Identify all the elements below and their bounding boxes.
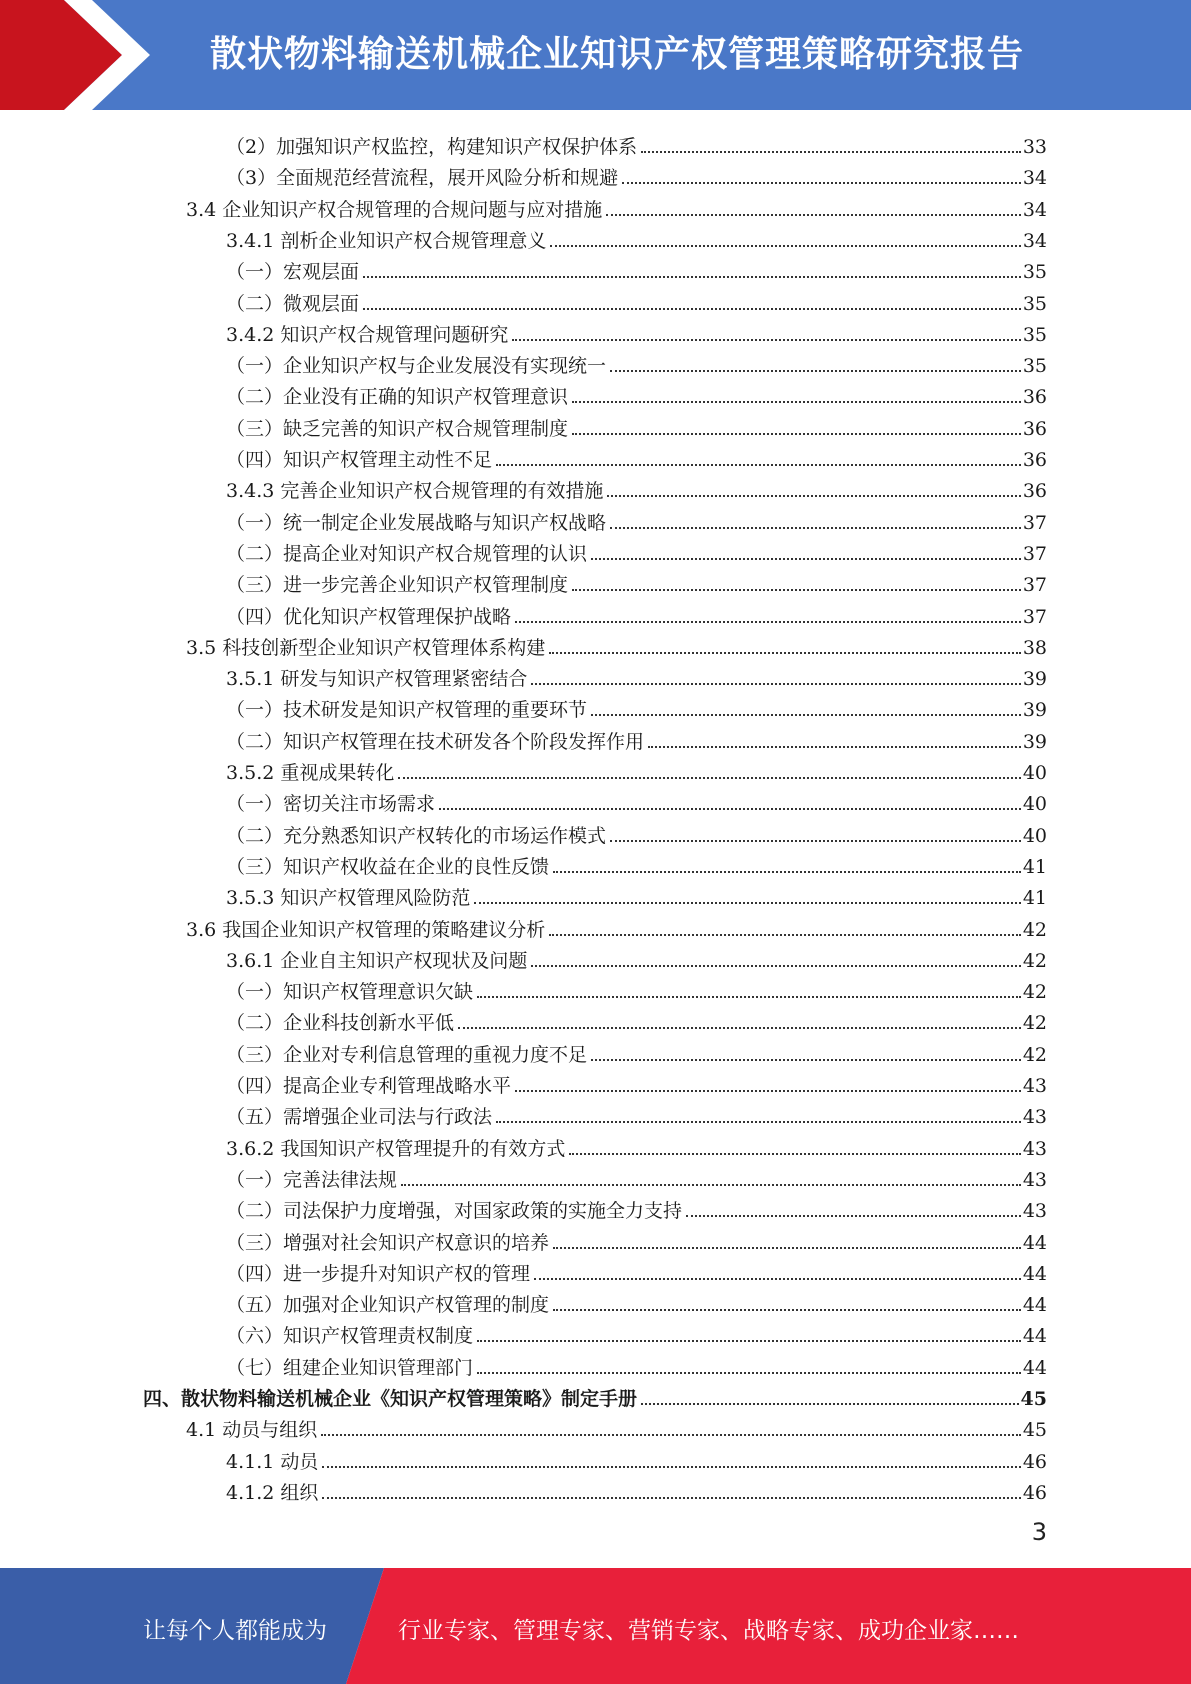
toc-entry-title: （一）完善法律法规 [226,1168,398,1191]
toc-entry[interactable] [226,1317,1047,1348]
toc-entry-page: 45 [1020,1388,1047,1410]
toc-leader-dots [398,777,1020,779]
toc-entry-title: （三）缺乏完善的知识产权合规管理制度 [226,417,569,440]
toc-entry-title: （三）进一步完善企业知识产权管理制度 [226,574,569,597]
toc-entry[interactable] [226,504,1047,535]
toc-entry-page: 44 [1022,1356,1047,1379]
toc-entry-page: 41 [1022,887,1047,910]
toc-entry-title: （二）提高企业对知识产权合规管理的认识 [226,542,588,565]
toc-entry-title: 3.5 科技创新型企业知识产权管理体系构建 [186,636,546,659]
toc-entry[interactable] [226,1255,1047,1286]
toc-entry[interactable] [226,1130,1047,1161]
toc-entry[interactable] [186,1411,1047,1442]
toc-entry-page: 42 [1022,918,1047,941]
toc-entry[interactable] [226,472,1047,503]
toc-entry-page: 34 [1022,229,1047,252]
toc-entry[interactable] [226,1474,1047,1505]
toc-entry-title: （二）充分熟悉知识产权转化的市场运作模式 [226,824,607,847]
toc-entry-title: 四、散状物料输送机械企业《知识产权管理策略》制定手册 [143,1388,638,1410]
toc-leader-dots [515,1090,1021,1092]
toc-entry-title: （一）统一制定企业发展战略与知识产权战略 [226,511,607,534]
toc-entry[interactable] [226,723,1047,754]
toc-entry-page: 42 [1022,981,1047,1004]
toc-leader-dots [477,1372,1021,1374]
toc-entry[interactable] [226,316,1047,347]
toc-entry[interactable] [186,911,1047,942]
toc-leader-dots [549,934,1021,936]
toc-leader-dots [363,308,1021,310]
toc-entry[interactable] [226,1098,1047,1129]
toc-entry-title: （七）组建企业知识管理部门 [226,1356,474,1379]
toc-leader-dots [591,1059,1021,1061]
toc-entry-title: 3.4.3 完善企业知识产权合规管理的有效措施 [226,480,604,503]
toc-entry-page: 43 [1022,1075,1047,1097]
toc-entry-title: （四）进一步提升对知识产权的管理 [226,1262,531,1285]
toc-leader-dots [606,214,1021,216]
toc-entry[interactable] [226,1443,1047,1474]
toc-leader-dots [322,1497,1020,1499]
toc-entry[interactable] [226,253,1047,284]
toc-leader-dots [572,589,1021,591]
toc-leader-dots [553,871,1021,873]
toc-entry-title: （一）技术研发是知识产权管理的重要环节 [226,699,588,722]
toc-leader-dots [515,621,1021,623]
toc-entry-title: 4.1.1 动员 [226,1450,319,1473]
toc-leader-dots [496,1121,1021,1123]
toc-entry-page: 37 [1022,605,1047,628]
toc-leader-dots [534,1278,1021,1280]
toc-entry-page: 40 [1022,762,1047,784]
toc-entry-page: 44 [1022,1262,1047,1285]
toc-leader-dots [591,714,1021,716]
toc-leader-dots [531,683,1020,685]
toc-entry-page: 39 [1022,730,1047,753]
footer-roles: 行业专家、管理专家、营销专家、战略专家、成功企业家…… [398,1618,1019,1644]
toc-entry-page: 40 [1022,824,1047,847]
toc-entry-title: （六）知识产权管理责权制度 [226,1325,474,1348]
toc-entry-page: 44 [1022,1294,1047,1317]
toc-entry[interactable] [226,598,1047,629]
toc-entry-title: （三）知识产权收益在企业的良性反馈 [226,855,550,878]
toc-leader-dots [569,1153,1020,1155]
toc-entry[interactable] [226,1349,1047,1380]
toc-leader-dots [363,276,1021,278]
toc-entry-title: （二）知识产权管理在技术研发各个阶段发挥作用 [226,730,645,753]
toc-entry[interactable] [226,1192,1047,1223]
toc-entry-page: 38 [1022,636,1047,659]
toc-leader-dots [321,1434,1021,1436]
toc-entry-page: 45 [1022,1419,1047,1442]
toc-entry[interactable] [226,973,1047,1004]
toc-entry-title: （2）加强知识产权监控，构建知识产权保护体系 [226,136,638,158]
toc-entry-page: 37 [1022,542,1047,565]
toc-entry-title: 3.6.1 企业自主知识产权现状及问题 [226,949,528,972]
toc-entry-title: 3.5.1 研发与知识产权管理紧密结合 [226,668,528,691]
toc-entry-title: 3.4.1 剖析企业知识产权合规管理意义 [226,229,547,252]
toc-entry-page: 39 [1022,699,1047,722]
toc-entry-page: 37 [1022,511,1047,534]
toc-entry[interactable] [226,410,1047,441]
toc-entry-page: 42 [1022,1012,1047,1035]
toc-entry-page: 34 [1022,198,1047,221]
toc-leader-dots [474,902,1020,904]
toc-entry-page: 41 [1022,855,1047,878]
toc-entry[interactable] [226,691,1047,722]
toc-entry-page: 36 [1022,480,1047,503]
toc-entry[interactable] [186,629,1047,660]
toc-entry[interactable] [226,1004,1047,1035]
toc-entry[interactable] [226,1036,1047,1067]
toc-leader-dots [553,1247,1021,1249]
toc-entry-page: 35 [1022,261,1047,284]
toc-entry-page: 33 [1022,136,1047,158]
toc-entry[interactable] [226,378,1047,409]
toc-entry-page: 43 [1022,1106,1047,1129]
toc-entry-page: 36 [1022,386,1047,409]
toc-entry[interactable] [186,191,1047,222]
toc-entry[interactable] [226,535,1047,566]
footer-slogan: 让每个人都能成为 [143,1618,327,1644]
toc-entry[interactable] [226,785,1047,816]
toc-leader-dots [641,151,1021,153]
page-number: 3 [1031,1518,1047,1546]
toc-entry-title: 4.1 动员与组织 [186,1419,318,1442]
toc-leader-dots [496,464,1021,466]
toc-entry[interactable] [226,817,1047,848]
toc-leader-dots [553,1309,1021,1311]
toc-entry[interactable] [226,159,1047,190]
toc-entry-page: 35 [1022,292,1047,315]
toc-entry-page: 43 [1022,1200,1047,1223]
toc-entry-page: 35 [1022,355,1047,378]
toc-leader-dots [610,527,1021,529]
toc-entry-page: 44 [1022,1231,1047,1254]
toc-leader-dots [401,1184,1021,1186]
toc-leader-dots [648,746,1021,748]
toc-entry[interactable] [226,1286,1047,1317]
toc-leader-dots [641,1403,1019,1405]
toc-entry-title: 3.5.2 重视成果转化 [226,762,395,784]
toc-leader-dots [591,558,1021,560]
toc-leader-dots [477,996,1021,998]
toc-leader-dots [610,840,1021,842]
toc-entry[interactable] [226,441,1047,472]
toc-leader-dots [549,652,1021,654]
toc-entry[interactable] [226,1067,1047,1098]
toc-entry-title: （二）微观层面 [226,292,360,315]
toc-entry-title: 3.4.2 知识产权合规管理问题研究 [226,323,509,346]
toc-entry-title: （三）增强对社会知识产权意识的培养 [226,1231,550,1254]
toc-leader-dots [572,433,1021,435]
toc-entry-page: 43 [1022,1137,1047,1160]
toc-entry-title: （二）企业没有正确的知识产权管理意识 [226,386,569,409]
toc-leader-dots [531,965,1020,967]
toc-entry[interactable] [226,660,1047,691]
toc-entry[interactable] [226,754,1047,785]
toc-leader-dots [572,401,1021,403]
toc-entry-page: 40 [1022,793,1047,816]
toc-entry-page: 46 [1022,1481,1047,1504]
toc-entry-page: 42 [1022,949,1047,972]
toc-leader-dots [477,1340,1021,1342]
toc-entry-page: 34 [1022,167,1047,190]
toc-entry[interactable] [226,942,1047,973]
toc-entry-page: 42 [1022,1043,1047,1066]
toc-entry[interactable] [226,285,1047,316]
toc-entry-title: （一）知识产权管理意识欠缺 [226,981,474,1004]
toc-entry-title: （四）知识产权管理主动性不足 [226,449,493,471]
toc-leader-dots [550,245,1020,247]
toc-entry[interactable] [143,1380,1047,1411]
toc-entry-page: 36 [1022,449,1047,471]
toc-entry-page: 44 [1022,1325,1047,1348]
toc-entry[interactable] [226,347,1047,378]
toc-entry-title: （四）优化知识产权管理保护战略 [226,605,512,628]
toc-leader-dots [686,1215,1021,1217]
toc-leader-dots [439,808,1021,810]
toc-entry[interactable] [226,1224,1047,1255]
toc-entry-title: （五）加强对企业知识产权管理的制度 [226,1294,550,1317]
toc-leader-dots [512,339,1020,341]
toc-entry[interactable] [226,848,1047,879]
toc-entry-title: 3.5.3 知识产权管理风险防范 [226,887,471,910]
toc-entry[interactable] [226,879,1047,910]
toc-entry-title: （一）宏观层面 [226,261,360,284]
toc-leader-dots [458,1027,1021,1029]
toc-leader-dots [607,495,1020,497]
toc-entry-page: 35 [1022,323,1047,346]
toc-entry-page: 37 [1022,574,1047,597]
toc-entry[interactable] [226,222,1047,253]
toc-entry-title: 3.6.2 我国知识产权管理提升的有效方式 [226,1137,566,1160]
toc-entry-title: （一）企业知识产权与企业发展没有实现统一 [226,355,607,378]
toc-leader-dots [610,370,1021,372]
toc-entry-title: 3.6 我国企业知识产权管理的策略建议分析 [186,918,546,941]
toc-leader-dots [322,1466,1020,1468]
toc-entry[interactable] [226,1161,1047,1192]
toc-entry-title: （二）企业科技创新水平低 [226,1012,455,1035]
toc-entry-page: 39 [1022,668,1047,691]
toc-entry-title: （3）全面规范经营流程，展开风险分析和规避 [226,167,619,190]
page-header [0,0,1191,110]
toc-entry-title: 4.1.2 组织 [226,1481,319,1504]
toc-entry-title: （五）需增强企业司法与行政法 [226,1106,493,1129]
toc-entry-title: （二）司法保护力度增强，对国家政策的实施全力支持 [226,1200,683,1223]
toc-entry-title: （三）企业对专利信息管理的重视力度不足 [226,1043,588,1066]
toc-entry-title: （一）密切关注市场需求 [226,793,436,816]
toc-entry-title: （四）提高企业专利管理战略水平 [226,1075,512,1097]
page-footer [0,1568,1191,1684]
toc-entry-page: 43 [1022,1168,1047,1191]
toc-entry[interactable] [226,128,1047,159]
header-title: 散状物料输送机械企业知识产权管理策略研究报告 [210,34,1025,75]
toc-leader-dots [622,182,1021,184]
toc-entry[interactable] [226,566,1047,597]
toc-entry-page: 46 [1022,1450,1047,1473]
toc-entry-page: 36 [1022,417,1047,440]
toc-entry-title: 3.4 企业知识产权合规管理的合规问题与应对措施 [186,198,603,221]
